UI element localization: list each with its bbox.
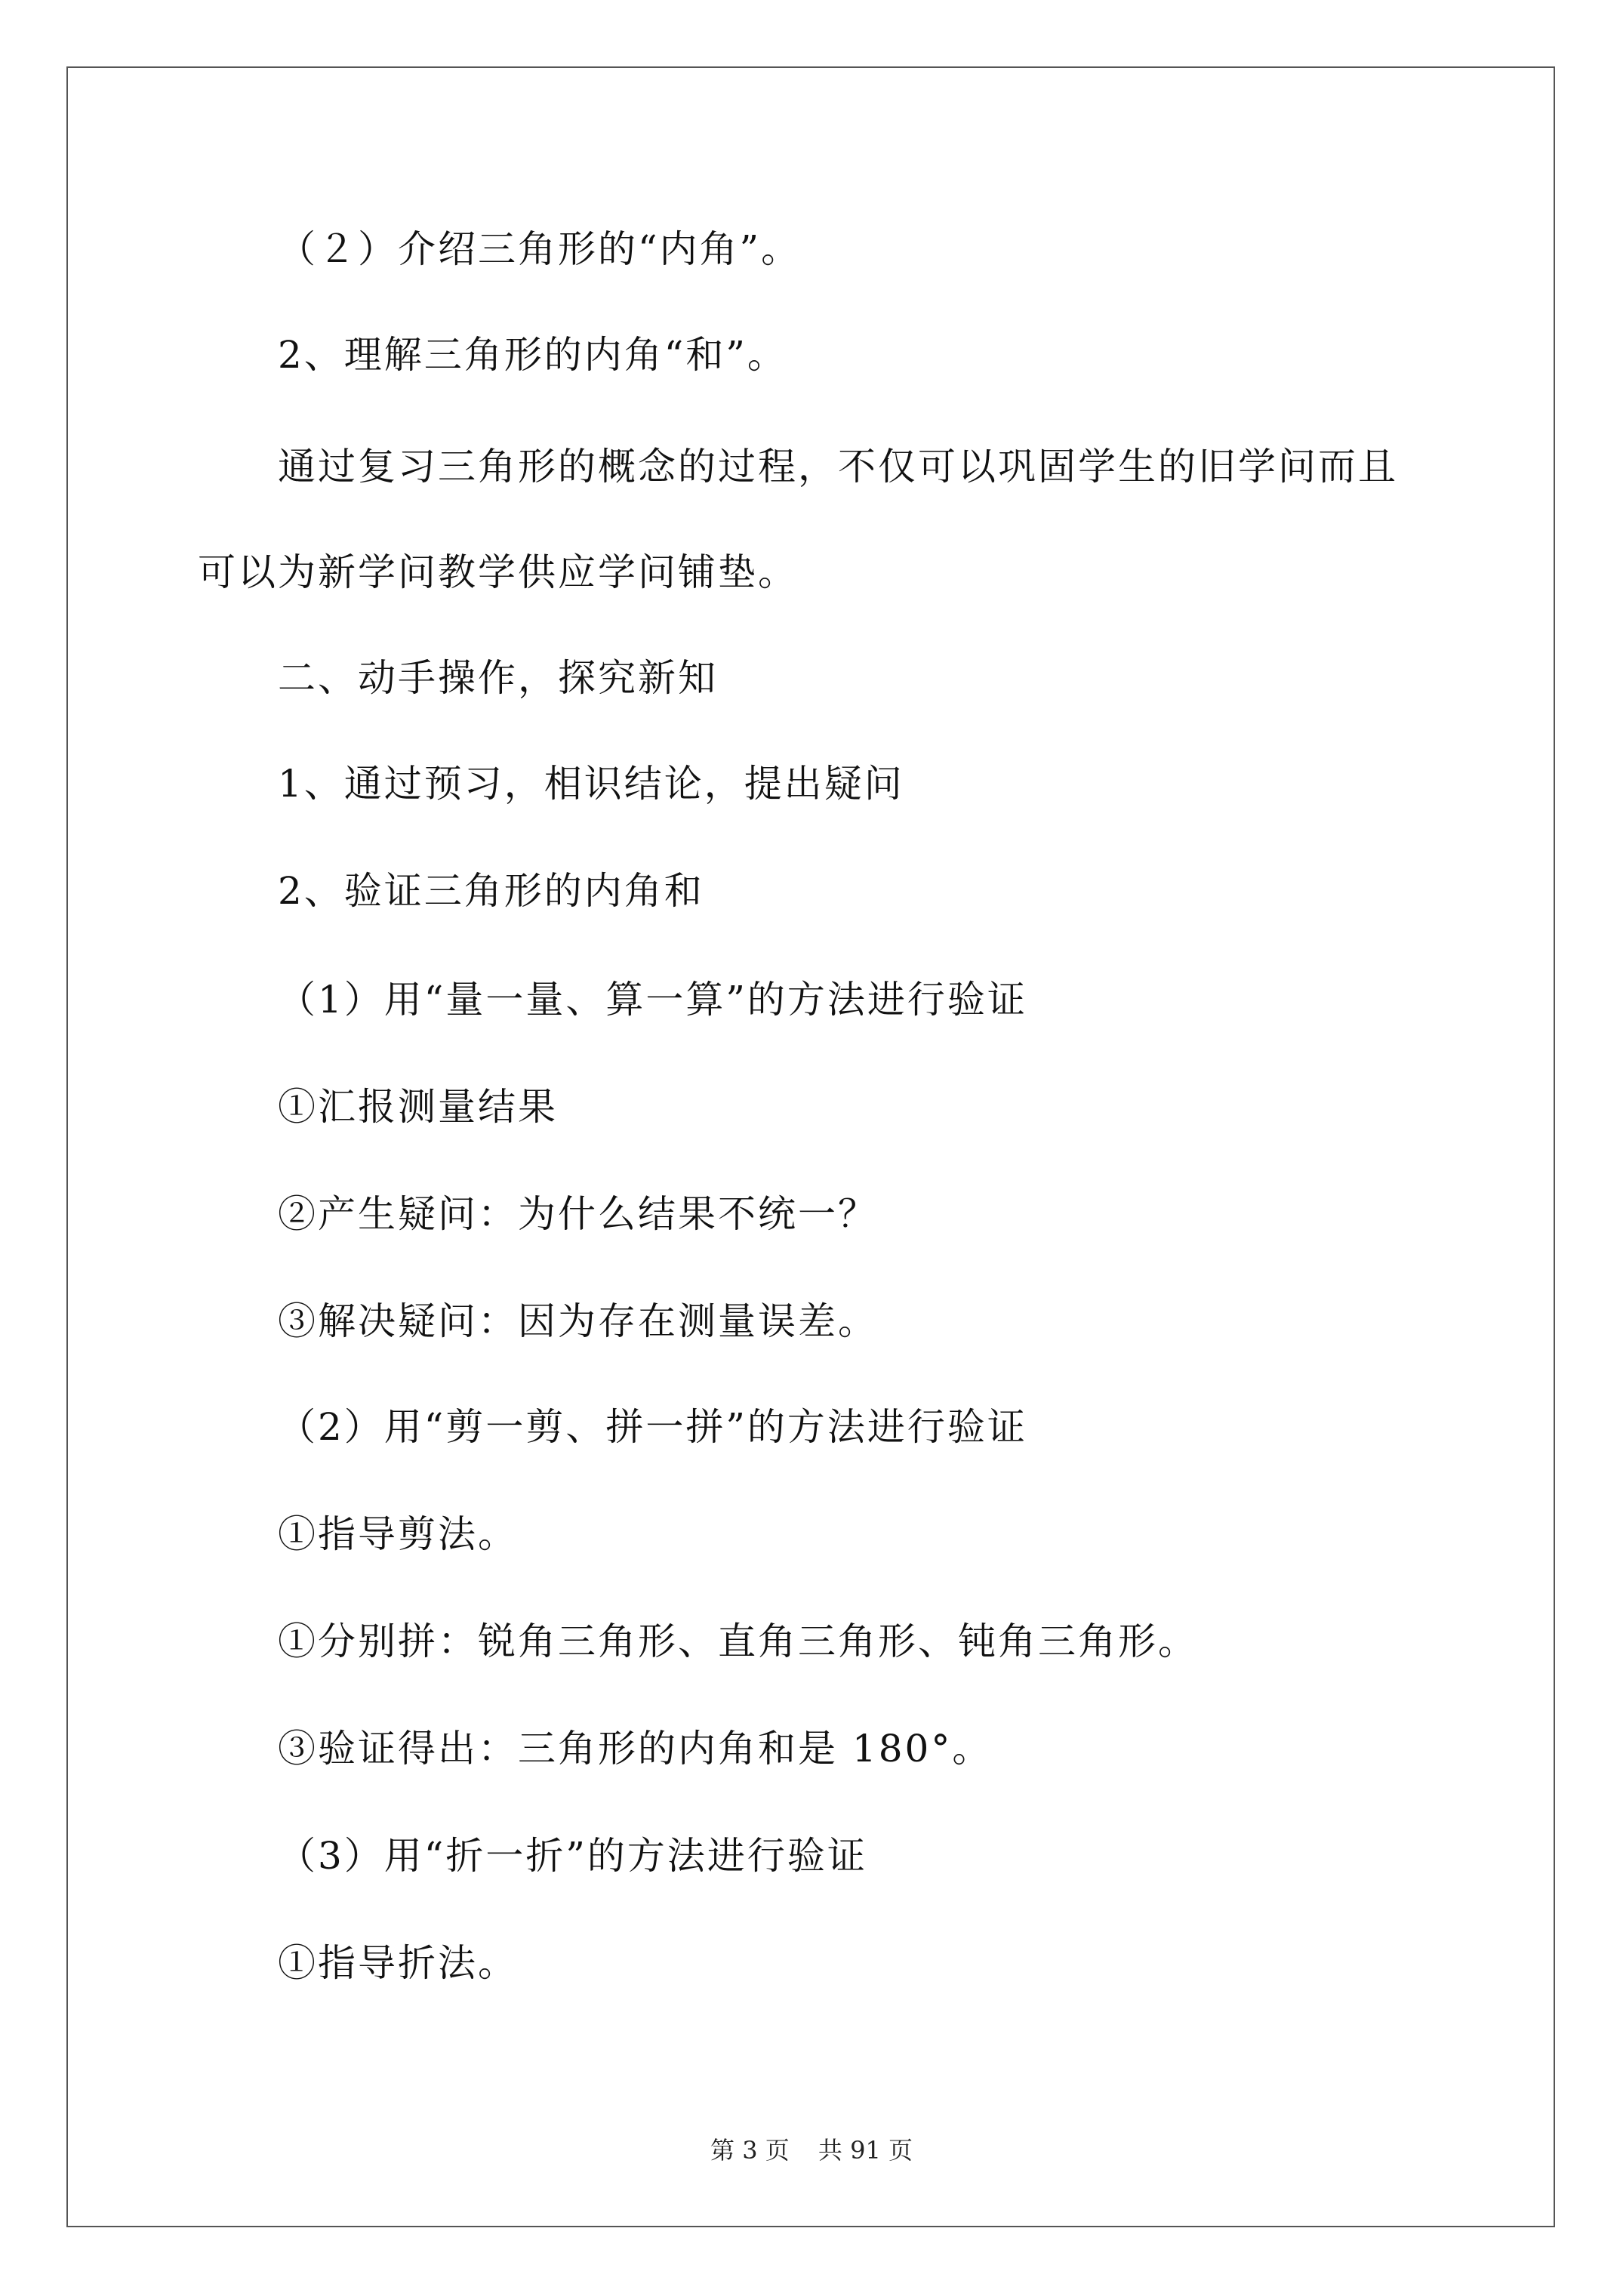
paragraph: 通过复习三角形的概念的过程，不仅可以巩固学生的旧学问而且: [278, 445, 1398, 488]
paragraph: 2、理解三角形的内角“和”。: [278, 333, 787, 377]
page-number: 第 3 页: [710, 2136, 790, 2165]
paragraph: （1）用“量一量、算一算”的方法进行验证: [278, 978, 1027, 1022]
paragraph: 可以为新学问教学供应学问铺垫。: [198, 550, 798, 594]
paragraph: 1、通过预习，相识结论，提出疑问: [278, 762, 904, 806]
paragraph: ①指导折法。: [278, 1941, 518, 1985]
paragraph: （２）介绍三角形的“内角”。: [278, 227, 802, 271]
paragraph: ①汇报测量结果: [278, 1085, 558, 1129]
paragraph: ①分别拼：锐角三角形、直角三角形、钝角三角形。: [278, 1620, 1198, 1663]
page-footer: [0, 2135, 1623, 2165]
paragraph: ③验证得出：三角形的内角和是 180°。: [278, 1727, 993, 1771]
paragraph: ②产生疑问：为什么结果不统一？: [278, 1192, 878, 1236]
section-heading: 二、动手操作，探究新知: [278, 656, 718, 700]
paragraph: 2、验证三角形的内角和: [278, 869, 704, 913]
paragraph: ③解决疑问：因为存在测量误差。: [278, 1299, 878, 1343]
paragraph: （2）用“剪一剪、拼一拼”的方法进行验证: [278, 1405, 1027, 1449]
page-total: 共 91 页: [818, 2136, 913, 2165]
paragraph: ①指导剪法。: [278, 1512, 518, 1556]
paragraph: （3）用“折一折”的方法进行验证: [278, 1834, 867, 1878]
